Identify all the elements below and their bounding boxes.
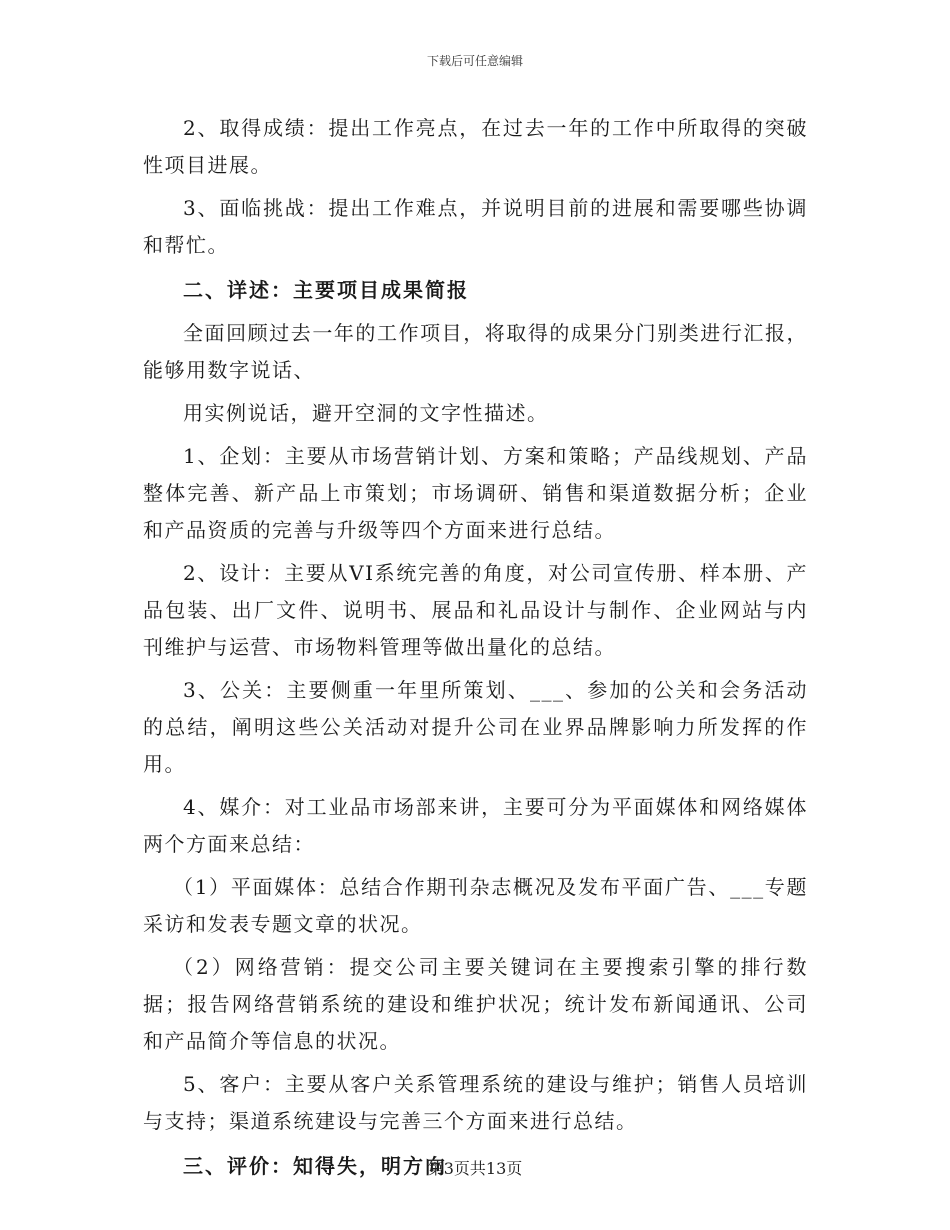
paragraph-examples: 用实例说话，避开空洞的文字性描述。 xyxy=(183,401,549,425)
paragraph-media: 4、媒介：对工业品市场部来讲，主要可分为平面媒体和网络媒体两个方面来总结： xyxy=(143,795,808,856)
paragraph-challenges: 3、面临挑战：提出工作难点，并说明目前的进展和需要哪些协调和帮忙。 xyxy=(143,196,808,257)
paragraph-achievements: 2、取得成绩：提出工作亮点，在过去一年的工作中所取得的突破性项目进展。 xyxy=(143,116,808,177)
paragraph-design: 2、设计：主要从VI系统完善的角度，对公司宣传册、样本册、产品包装、出厂文件、说明书、展品和礼品设计与制作、企业网站与内刊维护与运营、市场物料管理等做出量化的总结。 xyxy=(143,561,808,659)
paragraph-review: 全面回顾过去一年的工作项目，将取得的成果分门别类进行汇报，能够用数字说话、 xyxy=(143,321,808,382)
page-header: 下载后可任意编辑 xyxy=(426,54,523,68)
document-body xyxy=(143,110,808,1191)
section-heading-2: 二、详述：主要项目成果简报 xyxy=(183,278,469,302)
page-footer: 第3页共13页 xyxy=(427,1159,523,1178)
paragraph-planning: 1、企划：主要从市场营销计划、方案和策略；产品线规划、产品整体完善、新产品上市策划；市场调研、销售和渠道数据分析；企业和产品资质的完善与升级等四个方面来进行总结。 xyxy=(143,444,808,542)
paragraph-customers: 5、客户：主要从客户关系管理系统的建设与维护；销售人员培训与支持；渠道系统建设与完善三个方面来进行总结。 xyxy=(143,1072,808,1133)
section-heading-3: 三、评价：知得失，明方向 xyxy=(183,1154,447,1178)
paragraph-print-media: （1）平面媒体：总结合作期刊杂志概况及发布平面广告、___专题采访和发表专题文章的状况。 xyxy=(143,875,808,936)
paragraph-online-marketing: （2）网络营销：提交公司主要关键词在主要搜索引擎的排行数据；报告网络营销系统的建设和维护状况；统计发布新闻通讯、公司和产品简介等信息的状况。 xyxy=(143,955,808,1053)
paragraph-pr: 3、公关：主要侧重一年里所策划、___、参加的公关和会务活动的总结，阐明这些公关活动对提升公司在业界品牌影响力所发挥的作用。 xyxy=(143,678,808,776)
